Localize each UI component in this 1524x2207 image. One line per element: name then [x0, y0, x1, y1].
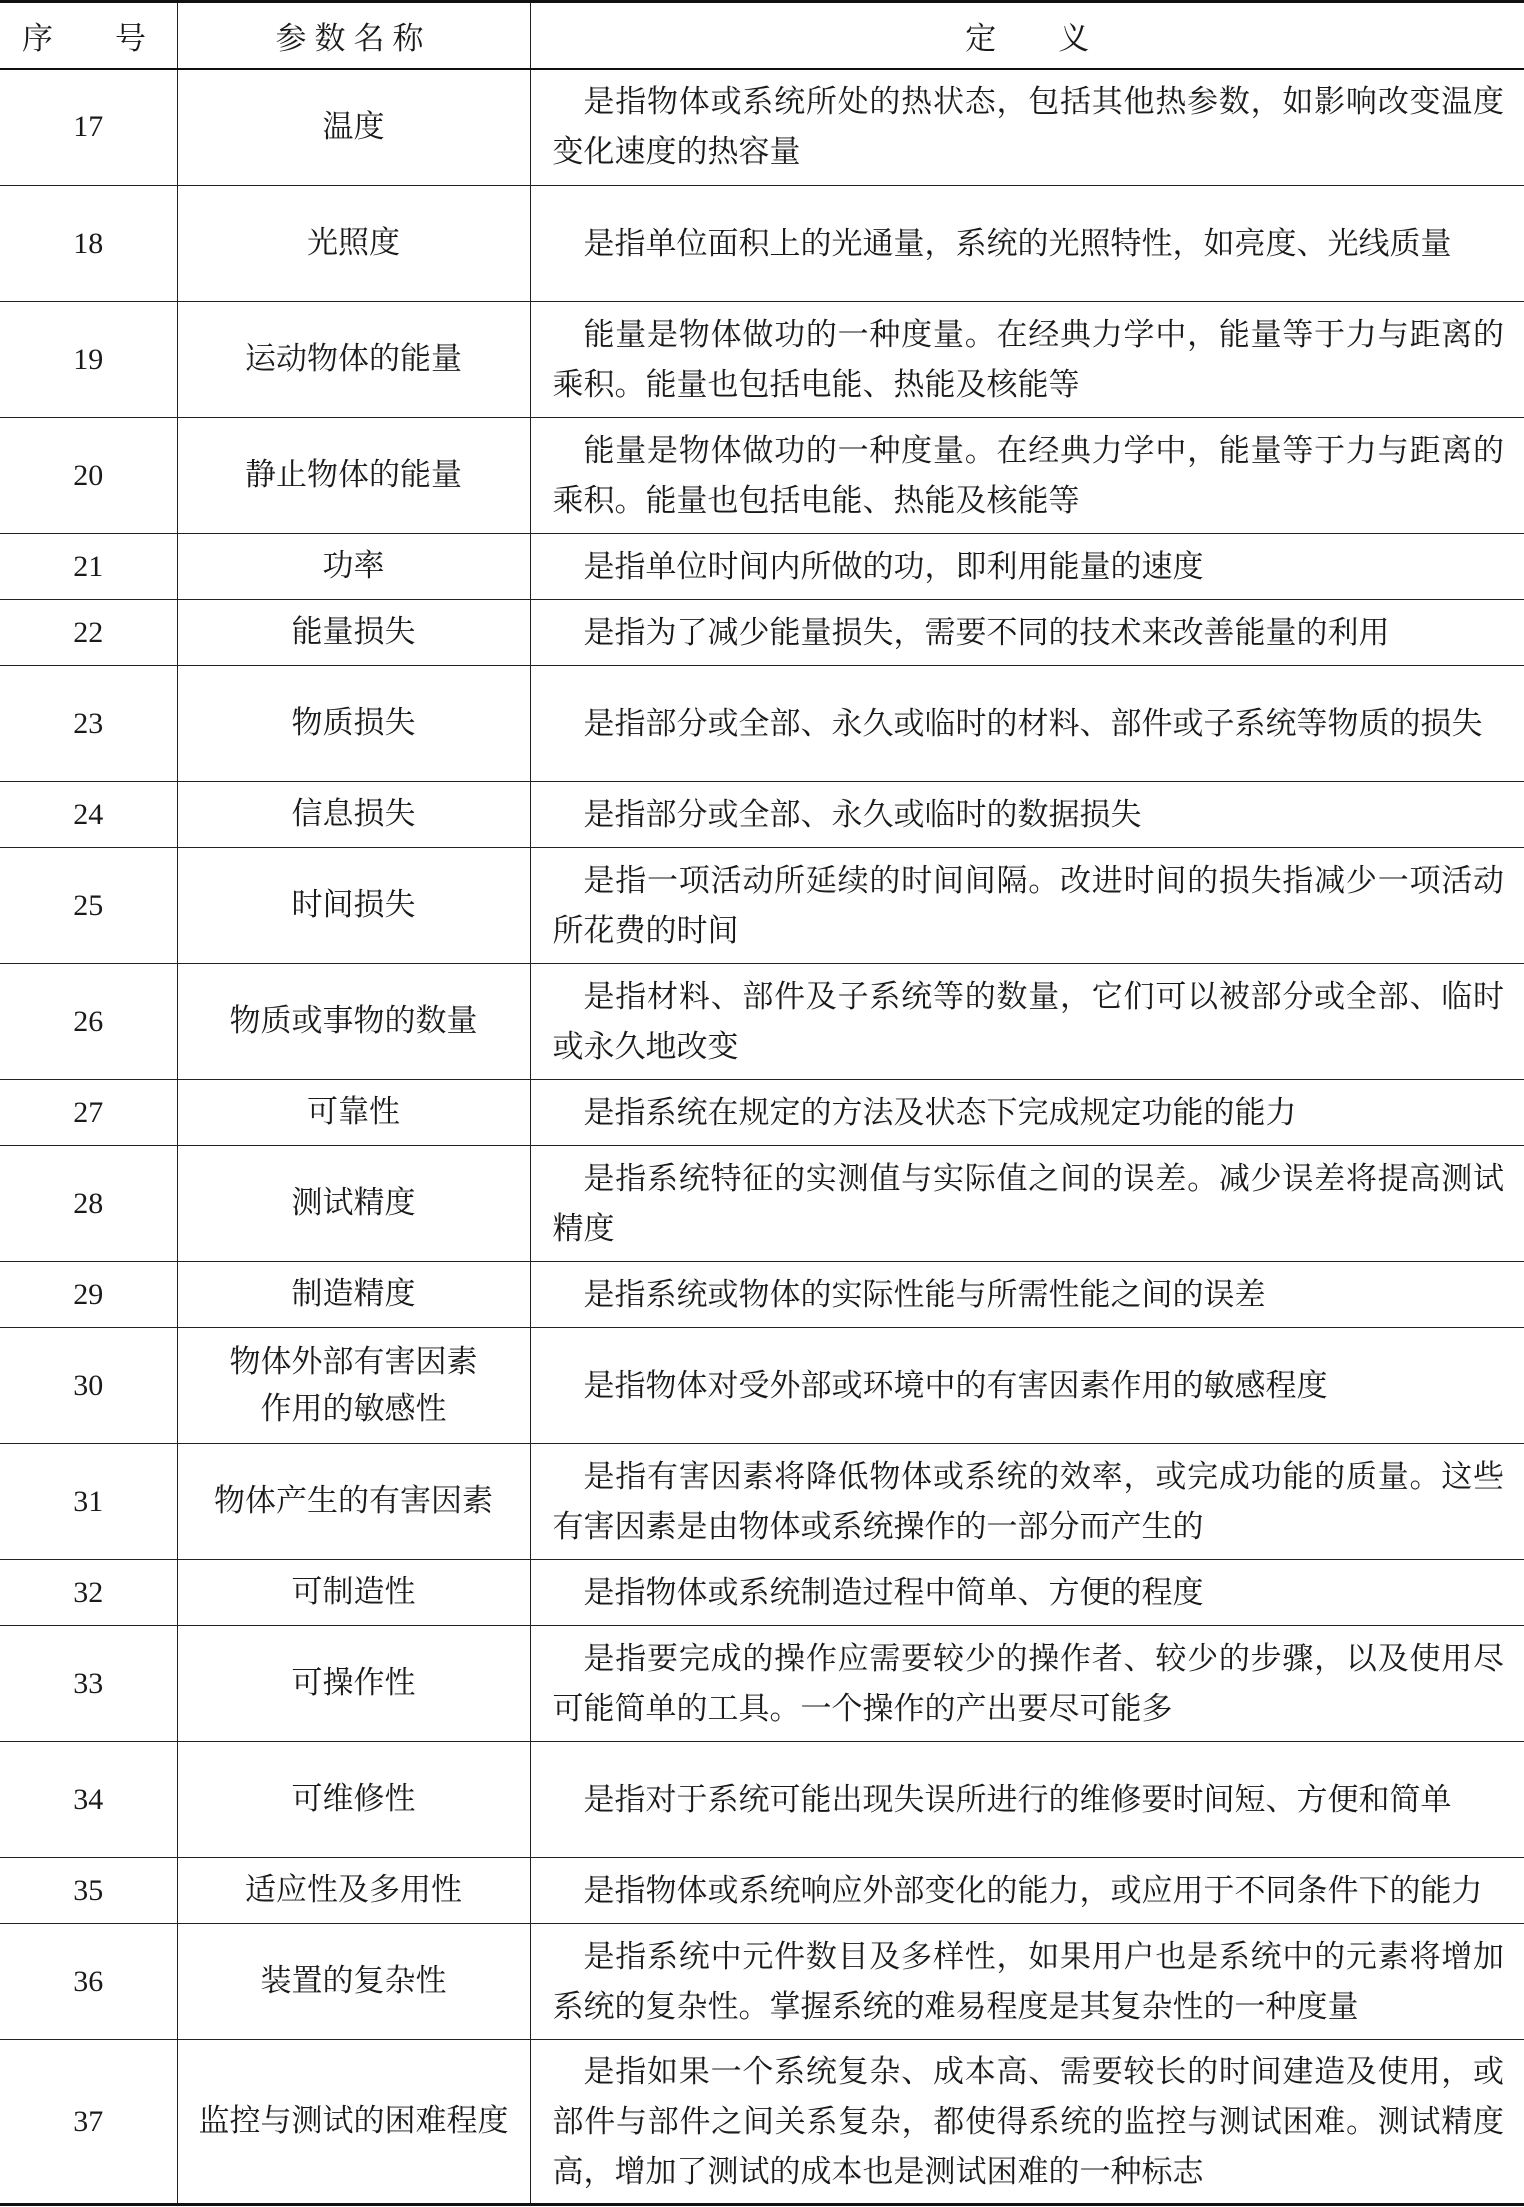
row-definition: 是指系统或物体的实际性能与所需性能之间的误差 [530, 1262, 1524, 1328]
row-serial-number: 30 [0, 1328, 177, 1444]
table-row [0, 1924, 1524, 2040]
table-row [0, 782, 1524, 848]
row-serial-number: 19 [0, 302, 177, 418]
row-serial-number: 18 [0, 186, 177, 302]
table-row [0, 600, 1524, 666]
row-serial-number: 23 [0, 666, 177, 782]
table-row [0, 302, 1524, 418]
row-parameter-name: 可操作性 [177, 1626, 530, 1742]
table-row [0, 1742, 1524, 1858]
row-definition: 是指要完成的操作应需要较少的操作者、较少的步骤，以及使用尽可能简单的工具。一个操作的产出要尽可能多 [530, 1626, 1524, 1742]
row-parameter-name: 制造精度 [177, 1262, 530, 1328]
table-row [0, 534, 1524, 600]
table-row [0, 1560, 1524, 1626]
table-row [0, 848, 1524, 964]
row-parameter-name: 光照度 [177, 186, 530, 302]
table-body [0, 69, 1524, 2205]
row-parameter-name: 监控与测试的困难程度 [177, 2040, 530, 2205]
row-definition: 是指物体或系统所处的热状态，包括其他热参数，如影响改变温度变化速度的热容量 [530, 69, 1524, 186]
header-definition: 定 义 [530, 2, 1524, 69]
row-parameter-name: 时间损失 [177, 848, 530, 964]
row-parameter-name: 装置的复杂性 [177, 1924, 530, 2040]
row-serial-number: 35 [0, 1858, 177, 1924]
table-row [0, 1080, 1524, 1146]
row-serial-number: 26 [0, 964, 177, 1080]
row-serial-number: 33 [0, 1626, 177, 1742]
row-definition: 是指系统中元件数目及多样性，如果用户也是系统中的元素将增加系统的复杂性。掌握系统的难易程度是其复杂性的一种度量 [530, 1924, 1524, 2040]
row-definition: 是指系统在规定的方法及状态下完成规定功能的能力 [530, 1080, 1524, 1146]
row-parameter-name: 物体外部有害因素作用的敏感性 [177, 1328, 530, 1444]
row-serial-number: 36 [0, 1924, 177, 2040]
row-serial-number: 32 [0, 1560, 177, 1626]
row-definition: 是指有害因素将降低物体或系统的效率，或完成功能的质量。这些有害因素是由物体或系统操作的一部分而产生的 [530, 1444, 1524, 1560]
table-row [0, 1444, 1524, 1560]
row-parameter-name: 运动物体的能量 [177, 302, 530, 418]
row-definition: 是指系统特征的实测值与实际值之间的误差。减少误差将提高测试精度 [530, 1146, 1524, 1262]
row-parameter-name: 测试精度 [177, 1146, 530, 1262]
row-serial-number: 34 [0, 1742, 177, 1858]
row-parameter-name: 可制造性 [177, 1560, 530, 1626]
row-parameter-name: 可靠性 [177, 1080, 530, 1146]
row-definition: 是指一项活动所延续的时间间隔。改进时间的损失指减少一项活动所花费的时间 [530, 848, 1524, 964]
row-parameter-name: 信息损失 [177, 782, 530, 848]
row-serial-number: 22 [0, 600, 177, 666]
row-parameter-name: 适应性及多用性 [177, 1858, 530, 1924]
table-row [0, 1262, 1524, 1328]
row-parameter-name: 温度 [177, 69, 530, 186]
row-serial-number: 28 [0, 1146, 177, 1262]
row-definition: 是指部分或全部、永久或临时的材料、部件或子系统等物质的损失 [530, 666, 1524, 782]
row-definition: 是指对于系统可能出现失误所进行的维修要时间短、方便和简单 [530, 1742, 1524, 1858]
row-parameter-name: 静止物体的能量 [177, 418, 530, 534]
row-definition: 能量是物体做功的一种度量。在经典力学中，能量等于力与距离的乘积。能量也包括电能、热能及核能等 [530, 418, 1524, 534]
table-row [0, 418, 1524, 534]
row-definition: 是指单位时间内所做的功，即利用能量的速度 [530, 534, 1524, 600]
row-parameter-name: 物体产生的有害因素 [177, 1444, 530, 1560]
table-row [0, 2040, 1524, 2205]
row-definition: 是指材料、部件及子系统等的数量，它们可以被部分或全部、临时或永久地改变 [530, 964, 1524, 1080]
row-serial-number: 20 [0, 418, 177, 534]
row-serial-number: 29 [0, 1262, 177, 1328]
header-serial-number: 序 号 [0, 2, 177, 69]
table-row [0, 1328, 1524, 1444]
row-serial-number: 27 [0, 1080, 177, 1146]
row-definition: 是指物体或系统响应外部变化的能力，或应用于不同条件下的能力 [530, 1858, 1524, 1924]
row-definition: 能量是物体做功的一种度量。在经典力学中，能量等于力与距离的乘积。能量也包括电能、热能及核能等 [530, 302, 1524, 418]
row-definition: 是指物体或系统制造过程中简单、方便的程度 [530, 1560, 1524, 1626]
header-parameter-name: 参数名称 [177, 2, 530, 69]
row-serial-number: 25 [0, 848, 177, 964]
row-definition: 是指如果一个系统复杂、成本高、需要较长的时间建造及使用，或部件与部件之间关系复杂，都使得系统的监控与测试困难。测试精度高，增加了测试的成本也是测试困难的一种标志 [530, 2040, 1524, 2205]
table-header [0, 2, 1524, 69]
row-definition: 是指物体对受外部或环境中的有害因素作用的敏感程度 [530, 1328, 1524, 1444]
row-definition: 是指为了减少能量损失，需要不同的技术来改善能量的利用 [530, 600, 1524, 666]
table-row [0, 1626, 1524, 1742]
row-serial-number: 24 [0, 782, 177, 848]
row-definition: 是指部分或全部、永久或临时的数据损失 [530, 782, 1524, 848]
row-parameter-name: 物质或事物的数量 [177, 964, 530, 1080]
row-serial-number: 21 [0, 534, 177, 600]
table-row [0, 666, 1524, 782]
table-row [0, 186, 1524, 302]
header-row [0, 2, 1524, 69]
row-parameter-name: 可维修性 [177, 1742, 530, 1858]
row-parameter-name: 功率 [177, 534, 530, 600]
row-serial-number: 17 [0, 69, 177, 186]
row-definition: 是指单位面积上的光通量，系统的光照特性，如亮度、光线质量 [530, 186, 1524, 302]
table-row [0, 1858, 1524, 1924]
row-serial-number: 31 [0, 1444, 177, 1560]
row-parameter-name: 能量损失 [177, 600, 530, 666]
row-serial-number: 37 [0, 2040, 177, 2205]
row-parameter-name: 物质损失 [177, 666, 530, 782]
table-row [0, 964, 1524, 1080]
table-row [0, 69, 1524, 186]
table-row [0, 1146, 1524, 1262]
